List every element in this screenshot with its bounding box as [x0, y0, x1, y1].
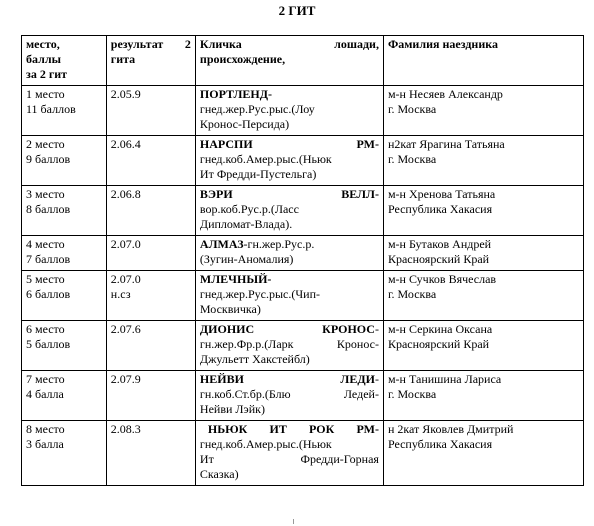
- page-edge-mark: [293, 519, 294, 524]
- driver-cell: м-н Несяев Александр г. Москва: [383, 86, 583, 136]
- driver-cell: м-н Бутаков Андрей Красноярский Край: [383, 236, 583, 271]
- place-cell: 3 место 8 баллов: [22, 186, 107, 236]
- place-cell: 2 место 9 баллов: [22, 136, 107, 186]
- driver-cell: м-н Сучков Вячеслав г. Москва: [383, 271, 583, 321]
- table-header-row: [22, 36, 584, 86]
- result-cell: 2.07.9: [106, 371, 195, 421]
- result-cell: 2.06.8: [106, 186, 195, 236]
- horse-cell: АЛМАЗ-гн.жер.Рус.р. (Зугин-Аномалия): [195, 236, 383, 271]
- horse-cell: ПОРТЛЕНД- гнед.жер.Рус.рыс.(Лоу Кронос-Персида): [195, 86, 383, 136]
- driver-cell: м-н Хренова Татьяна Республика Хакасия: [383, 186, 583, 236]
- place-cell: 7 место 4 балла: [22, 371, 107, 421]
- result-cell: 2.05.9: [106, 86, 195, 136]
- result-cell: 2.07.0: [106, 236, 195, 271]
- table-row: [22, 271, 584, 321]
- table-row: [22, 86, 584, 136]
- result-cell: 2.06.4: [106, 136, 195, 186]
- horse-cell: ДИОНИС КРОНОС- гн.жер.Фр.р.(Ларк Кронос- Джульетт Хакстейбл): [195, 321, 383, 371]
- header-horse: Кличка лошади, происхождение,: [195, 36, 383, 86]
- horse-cell: НЬЮК ИТ РОК РМ- гнед.коб.Амер.рыс.(Ньюк Ит Фредди-Горная Сказка): [195, 421, 383, 486]
- header-place: место, баллы за 2 гит: [22, 36, 107, 86]
- result-cell: 2.08.3: [106, 421, 195, 486]
- table-row: [22, 236, 584, 271]
- driver-cell: н2кат Ярагина Татьяна г. Москва: [383, 136, 583, 186]
- table-row: [22, 321, 584, 371]
- place-cell: 8 место 3 балла: [22, 421, 107, 486]
- table-row: [22, 421, 584, 486]
- result-cell: 2.07.6: [106, 321, 195, 371]
- table-row: [22, 186, 584, 236]
- driver-cell: н 2кат Яковлев Дмитрий Республика Хакасия: [383, 421, 583, 486]
- header-result: результат 2 гита: [106, 36, 195, 86]
- horse-cell: НЕЙВИ ЛЕДИ- гн.коб.Ст.бр.(Блю Ледей- Нейви Лэйк): [195, 371, 383, 421]
- table-row: [22, 136, 584, 186]
- horse-cell: НАРСПИ РМ- гнед.коб.Амер.рыс.(Ньюк Ит Фредди-Пустельга): [195, 136, 383, 186]
- table-row: [22, 371, 584, 421]
- horse-cell: МЛЕЧНЫЙ- гнед.жер.Рус.рыс.(Чип- Москвичка): [195, 271, 383, 321]
- place-cell: 1 место 11 баллов: [22, 86, 107, 136]
- place-cell: 5 место 6 баллов: [22, 271, 107, 321]
- place-cell: 4 место 7 баллов: [22, 236, 107, 271]
- driver-cell: м-н Серкина Оксана Красноярский Край: [383, 321, 583, 371]
- header-driver: Фамилия наездника: [383, 36, 583, 86]
- horse-cell: ВЭРИ ВЕЛЛ- вор.коб.Рус.р.(Ласс Дипломат-Влада).: [195, 186, 383, 236]
- place-cell: 6 место 5 баллов: [22, 321, 107, 371]
- results-table: [21, 35, 584, 486]
- page-title: 2 ГИТ: [278, 3, 316, 18]
- result-cell: 2.07.0 н.сз: [106, 271, 195, 321]
- driver-cell: м-н Танишина Лариса г. Москва: [383, 371, 583, 421]
